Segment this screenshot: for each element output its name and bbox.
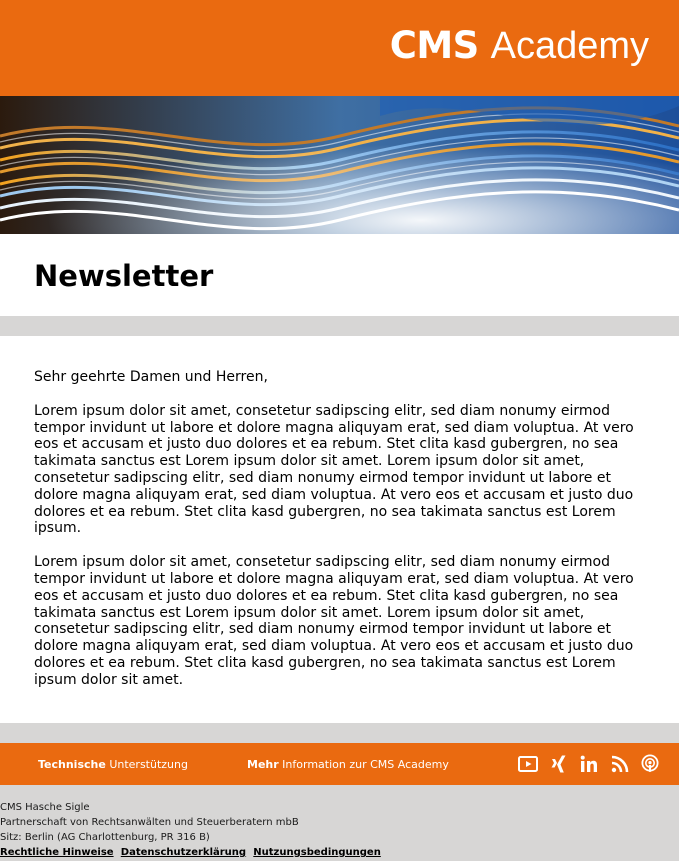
podcast-icon[interactable] <box>640 754 660 774</box>
greeting: Sehr geehrte Damen und Herren, <box>34 369 268 385</box>
more-information-text: Information zur CMS Academy <box>282 758 449 771</box>
legal-links <box>0 845 385 860</box>
body-paragraph-1: Lorem ipsum dolor sit amet, consetetur sadipscing elitr, sed diam nonumy eirmod tempor invidunt ut labore et dolore magna aliquyam erat, sed diam voluptua. At vero eos et accusam et justo duo dolores et ea rebum. Stet clita kasd gubergren, no sea takimata sanctus est Lorem ipsum dolor sit amet. Lorem ipsum dolor sit amet, consetetur sadipscing elitr, sed diam nonumy eirmod tempor invidunt ut labore et dolore magna aliquyam erat, sed diam voluptua. At vero eos et accusam et justo duo dolores et ea rebum. Stet clita kasd gubergren, no sea takimata sanctus est Lorem ipsum. <box>34 402 634 537</box>
legal-footer <box>0 785 679 861</box>
legal-notice-link[interactable]: Rechtliche Hinweise <box>0 847 114 858</box>
more-information-link[interactable] <box>247 758 449 771</box>
company-seat: Sitz: Berlin (AG Charlottenburg, PR 316 B) <box>0 832 210 843</box>
company-type: Partnerschaft von Rechtsanwälten und Steuerberatern mbB <box>0 817 299 828</box>
logo-academy: Academy <box>490 25 649 67</box>
privacy-policy-link[interactable]: Datenschutzerklärung <box>120 847 247 858</box>
rss-icon[interactable] <box>610 754 630 774</box>
newsletter-body <box>34 369 646 706</box>
header-banner-image <box>0 96 679 234</box>
xing-icon[interactable] <box>549 754 569 774</box>
terms-of-use-link[interactable]: Nutzungsbedingungen <box>253 847 381 858</box>
company-info <box>0 800 299 845</box>
header-bar <box>0 0 679 96</box>
social-icons <box>511 754 660 774</box>
technical-support-link[interactable] <box>38 758 188 771</box>
footer-bar <box>0 743 679 785</box>
separator-bottom <box>0 723 679 743</box>
cms-academy-logo[interactable] <box>390 26 649 66</box>
linkedin-icon[interactable] <box>579 754 599 774</box>
youtube-icon[interactable] <box>518 754 538 774</box>
technical-support-text: Unterstützung <box>109 758 188 771</box>
page-title: Newsletter <box>34 259 214 293</box>
more-information-bold: Mehr <box>247 758 279 771</box>
separator-top <box>0 316 679 336</box>
logo-cms: CMS <box>389 24 479 67</box>
body-paragraph-2: Lorem ipsum dolor sit amet, consetetur sadipscing elitr, sed diam nonumy eirmod tempor invidunt ut labore et dolore magna aliquyam erat, sed diam voluptua. At vero eos et accusam et justo duo dolores et ea rebum. Stet clita kasd gubergren, no sea takimata sanctus est Lorem ipsum dolor sit amet. Lorem ipsum dolor sit amet, consetetur sadipscing elitr, sed diam nonumy eirmod tempor invidunt ut labore et dolore magna aliquyam erat, sed diam voluptua. At vero eos et accusam et justo duo dolores et ea rebum. Stet clita kasd gubergren, no sea takimata sanctus est Lorem ipsum dolor sit amet. <box>34 554 634 688</box>
company-name: CMS Hasche Sigle <box>0 802 90 813</box>
technical-support-bold: Technische <box>38 758 106 771</box>
abstract-waves-image <box>0 96 679 234</box>
